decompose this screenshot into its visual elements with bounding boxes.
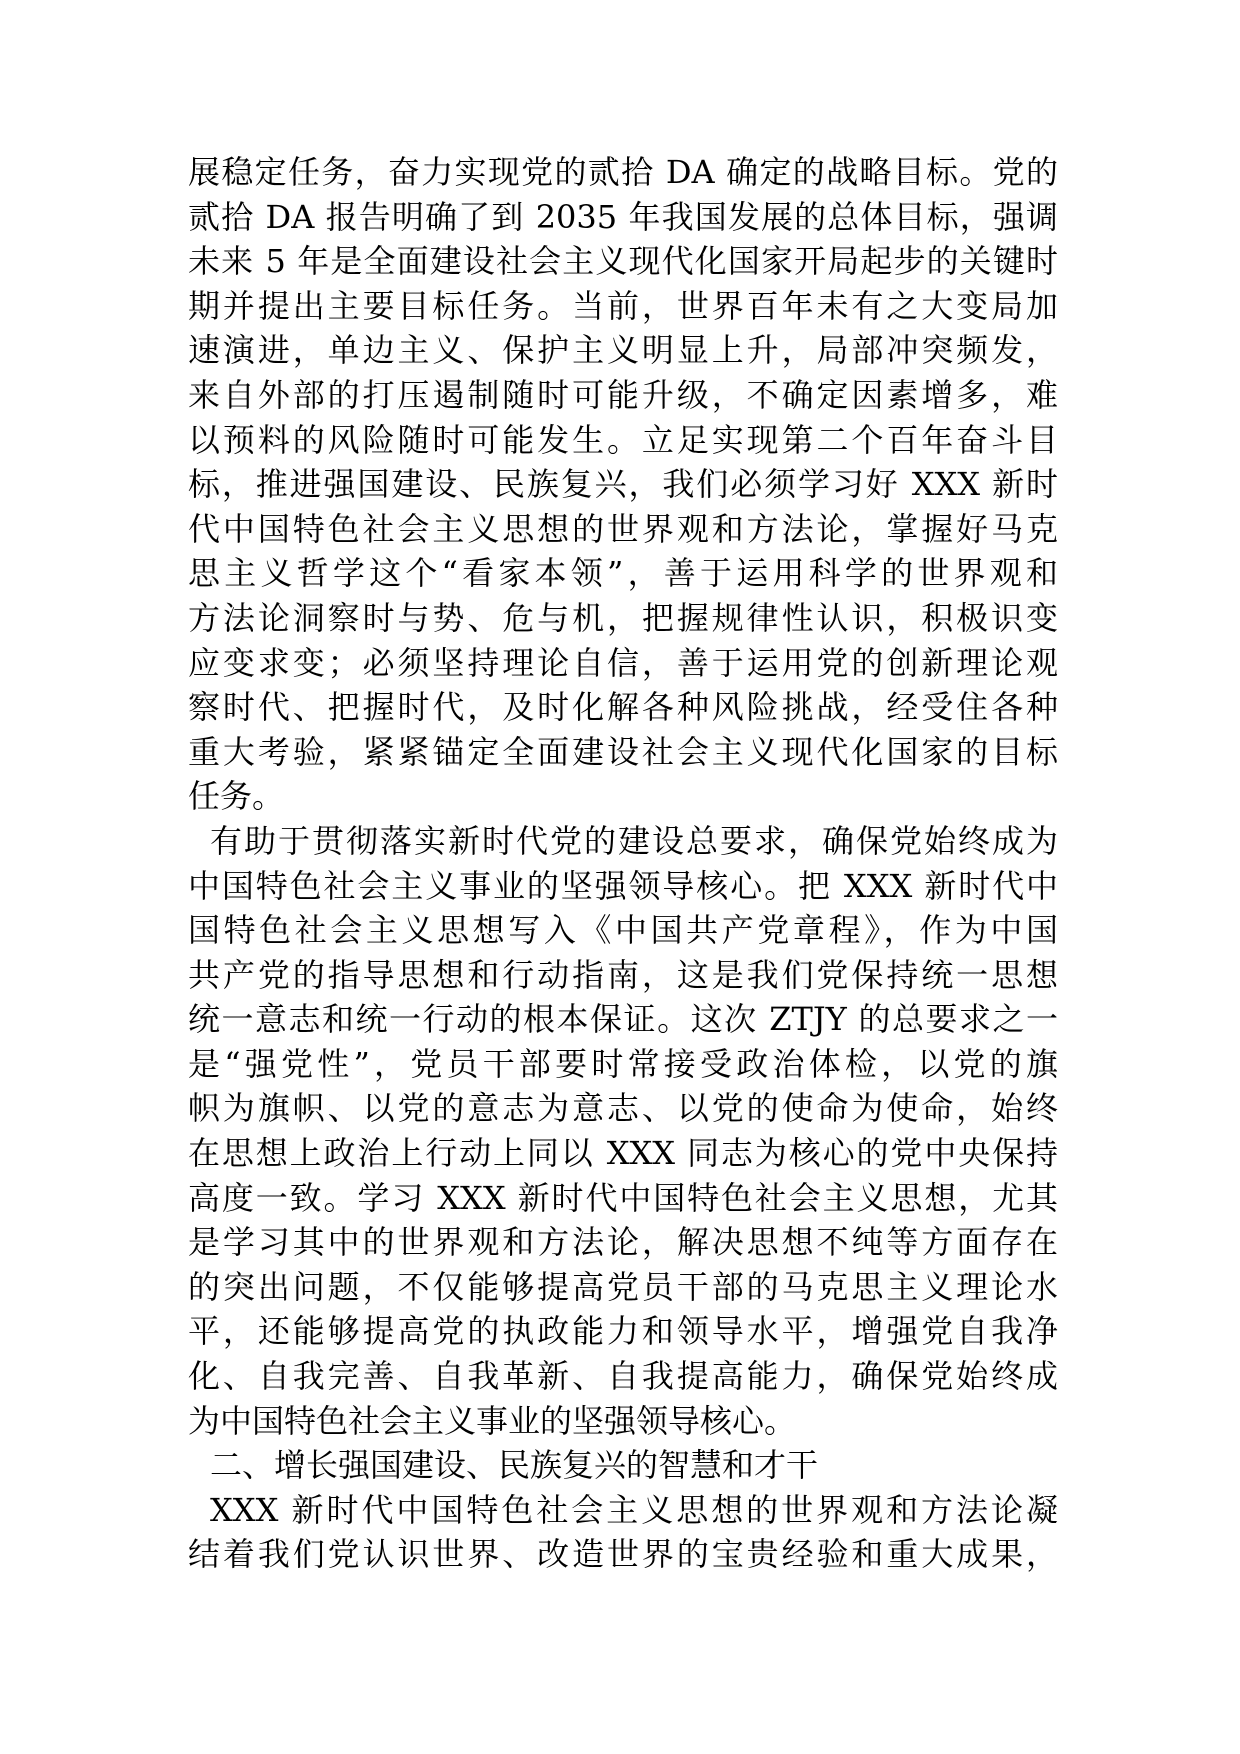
document-body: [188, 150, 1058, 1577]
text-line: 察时代、把握时代，及时化解各种风险挑战，经受住各种: [188, 688, 1058, 727]
text-line: 中国特色社会主义事业的坚强领导核心。把 XXX 新时代中: [188, 866, 1058, 905]
text-line: 标，推进强国建设、民族复兴，我们必须学习好 XXX 新时: [188, 465, 1058, 504]
text-line: 速演进，单边主义、保护主义明显上升，局部冲突频发，: [188, 331, 1058, 370]
text-line: 方法论洞察时与势、危与机，把握规律性认识，积极识变: [188, 598, 1058, 637]
text-line: 是“强党性”，党员干部要时常接受政治体检，以党的旗: [188, 1044, 1058, 1083]
paragraph: [188, 1488, 1058, 1577]
text-line: 国特色社会主义思想写入《中国共产党章程》，作为中国: [188, 911, 1058, 950]
text-line: 的突出问题，不仅能够提高党员干部的马克思主义理论水: [188, 1267, 1058, 1306]
text-line: 以预料的风险随时可能发生。立足实现第二个百年奋斗目: [188, 420, 1058, 459]
text-line: 贰拾 DA 报告明确了到 2035 年我国发展的总体目标，强调: [188, 197, 1058, 236]
text-line: 代中国特色社会主义思想的世界观和方法论，掌握好马克: [188, 509, 1058, 548]
text-line: 平，还能够提高党的执政能力和领导水平，增强党自我净: [188, 1312, 1058, 1351]
text-line: 任务。: [188, 777, 285, 816]
text-line: 统一意志和统一行动的根本保证。这次 ZTJY 的总要求之一: [188, 1000, 1058, 1039]
paragraph: [188, 819, 1058, 1443]
text-line: 结着我们党认识世界、改造世界的宝贵经验和重大成果，: [188, 1535, 1058, 1574]
text-line: 应变求变；必须坚持理论自信，善于运用党的创新理论观: [188, 643, 1058, 682]
heading-text: 二、增长强国建设、民族复兴的智慧和才干: [210, 1446, 819, 1485]
text-line: 化、自我完善、自我革新、自我提高能力，确保党始终成: [188, 1357, 1058, 1396]
text-line: 共产党的指导思想和行动指南，这是我们党保持统一思想: [188, 955, 1058, 994]
text-line: 有助于贯彻落实新时代党的建设总要求，确保党始终成为: [210, 821, 1058, 860]
text-line: 未来 5 年是全面建设社会主义现代化国家开局起步的关键时: [188, 242, 1058, 281]
text-line: XXX 新时代中国特色社会主义思想的世界观和方法论凝: [210, 1490, 1058, 1529]
text-line: 思主义哲学这个“看家本领”，善于运用科学的世界观和: [188, 554, 1058, 593]
text-line: 为中国特色社会主义事业的坚强领导核心。: [188, 1401, 797, 1440]
text-line: 展稳定任务，奋力实现党的贰拾 DA 确定的战略目标。党的: [188, 153, 1058, 191]
text-line: 来自外部的打压遏制随时可能升级，不确定因素增多，难: [188, 375, 1058, 414]
text-line: 是学习其中的世界观和方法论，解决思想不纯等方面存在: [188, 1223, 1058, 1262]
text-line: 高度一致。学习 XXX 新时代中国特色社会主义思想，尤其: [188, 1178, 1058, 1217]
section-heading: [188, 1443, 1058, 1488]
paragraph: [188, 150, 1058, 819]
text-line: 期并提出主要目标任务。当前，世界百年未有之大变局加: [188, 286, 1058, 325]
text-line: 帜为旗帜、以党的意志为意志、以党的使命为使命，始终: [188, 1089, 1058, 1128]
text-line: 在思想上政治上行动上同以 XXX 同志为核心的党中央保持: [188, 1134, 1058, 1173]
text-line: 重大考验，紧紧锚定全面建设社会主义现代化国家的目标: [188, 732, 1058, 771]
